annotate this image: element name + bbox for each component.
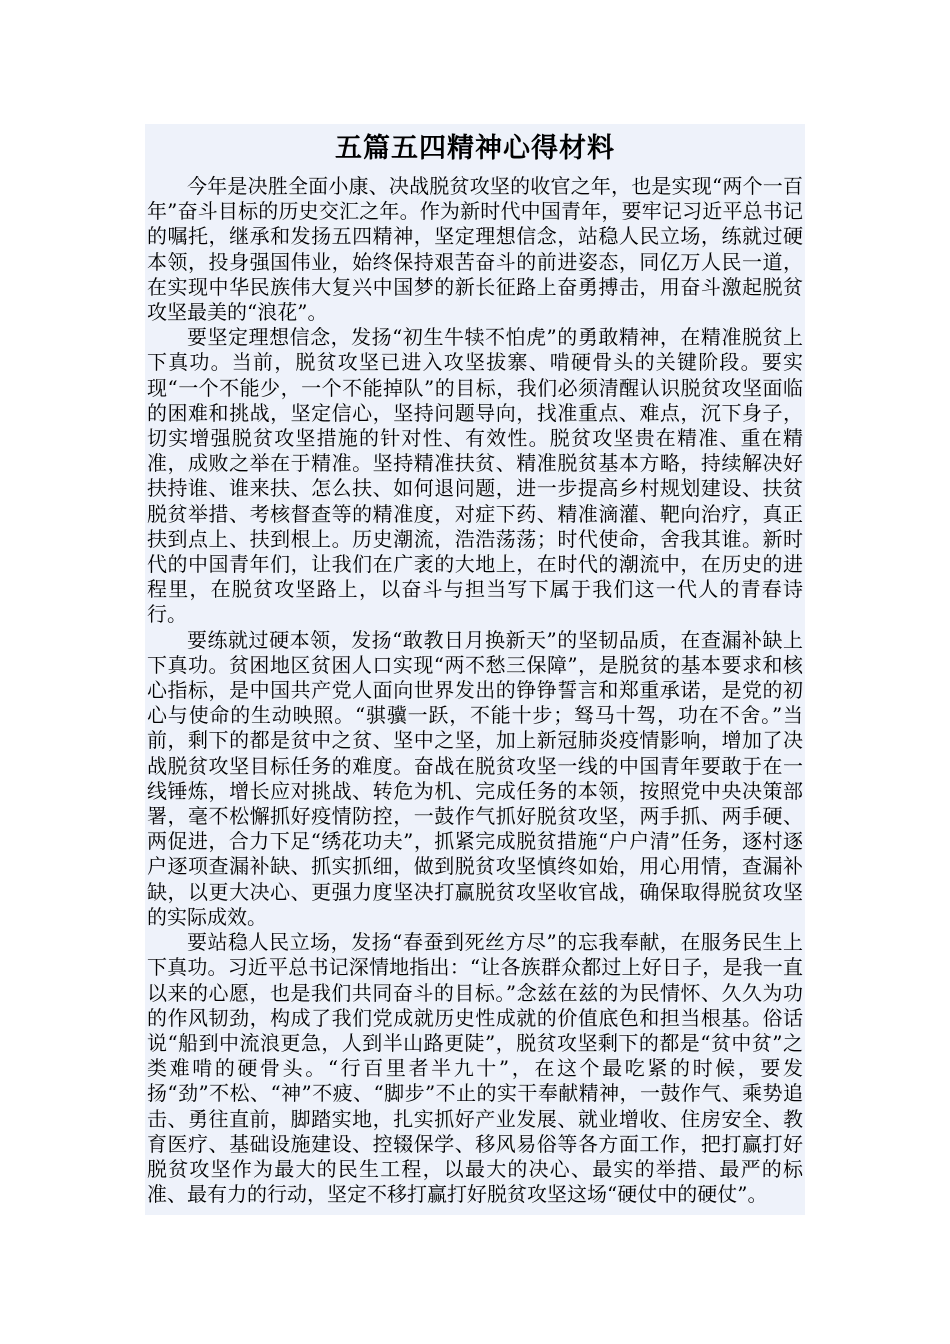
- document-title: 五篇五四精神心得材料: [335, 133, 615, 164]
- document-body: [145, 124, 805, 1215]
- paragraph-4: 要站稳人民立场，发扬“春蚕到死丝方尽”的忘我奉献，在服务民生上下真功。习近平总书记深情地指出：“让各族群众都过上好日子，是我一直以来的心愿，也是我们共同奋斗的目标。”念兹在兹的为民情怀、久久为功的作风韧劲，构成了我们党成就历史性成就的价值底色和担当根基。俗话说“船到中流浪更急，人到半山路更陡”，脱贫攻坚剩下的都是“贫中贫”之类难啃的硬骨头。“行百里者半九十”，在这个最吃紧的时候，要发扬“劲”不松、“神”不疲、“脚步”不止的实干奉献精神，一鼓作气、乘势追击、勇往直前，脚踏实地，扎实抓好产业发展、就业增收、住房安全、教育医疗、基础设施建设、控辍保学、移风易俗等各方面工作，把打赢打好脱贫攻坚作为最大的民生工程，以最大的决心、最实的举措、最严的标准、最有力的行动，坚定不移打赢打好脱贫攻坚这场“硬仗中的硬仗”。: [147, 930, 803, 1207]
- paragraph-3: 要练就过硬本领，发扬“敢教日月换新天”的坚韧品质，在查漏补缺上下真功。贫困地区贫困人口实现“两不愁三保障”，是脱贫的基本要求和核心指标，是中国共产党人面向世界发出的铮铮誓言和郑重承诺，是党的初心与使命的生动映照。“骐骥一跃，不能十步；驽马十驾，功在不舍。”当前，剩下的都是贫中之贫、坚中之坚，加上新冠肺炎疫情影响，增加了决战脱贫攻坚目标任务的难度。奋战在脱贫攻坚一线的中国青年要敢于在一线锤炼，增长应对挑战、转危为机、完成任务的本领，按照党中央决策部署，毫不松懈抓好疫情防控，一鼓作气抓好脱贫攻坚，两手抓、两手硬、两促进，合力下足“绣花功夫”，抓紧完成脱贫措施“户户清”任务，逐村逐户逐项查漏补缺、抓实抓细，做到脱贫攻坚慎终如始，用心用情，查漏补缺，以更大决心、更强力度坚决打赢脱贫攻坚收官战，确保取得脱贫攻坚的实际成效。: [147, 627, 803, 929]
- paragraph-2: 要坚定理想信念，发扬“初生牛犊不怕虎”的勇敢精神，在精准脱贫上下真功。当前，脱贫攻坚已进入攻坚拔寨、啃硬骨头的关键阶段。要实现“一个不能少，一个不能掉队”的目标，我们必须清醒认识脱贫攻坚面临的困难和挑战，坚定信心，坚持问题导向，找准重点、难点，沉下身子，切实增强脱贫攻坚措施的针对性、有效性。脱贫攻坚贵在精准、重在精准，成败之举在于精准。坚持精准扶贫、精准脱贫基本方略，持续解决好扶持谁、谁来扶、怎么扶、如何退问题，进一步提高乡村规划建设、扶贫脱贫举措、考核督查等的精准度，对症下药、精准滴灌、靶向治疗，真正扶到点上、扶到根上。历史潮流，浩浩荡荡；时代使命，舍我其谁。新时代的中国青年们，让我们在广袤的大地上，在时代的潮流中，在历史的进程里，在脱贫攻坚路上，以奋斗与担当写下属于我们这一代人的青春诗行。: [147, 325, 803, 627]
- paragraph-1: 今年是决胜全面小康、决战脱贫攻坚的收官之年，也是实现“两个一百年”奋斗目标的历史交汇之年。作为新时代中国青年，要牢记习近平总书记的嘱托，继承和发扬五四精神，坚定理想信念，站稳人民立场，练就过硬本领，投身强国伟业，始终保持艰苦奋斗的前进姿态，同亿万人民一道，在实现中华民族伟大复兴中国梦的新长征路上奋勇搏击，用奋斗激起脱贫攻坚最美的“浪花”。: [147, 174, 803, 325]
